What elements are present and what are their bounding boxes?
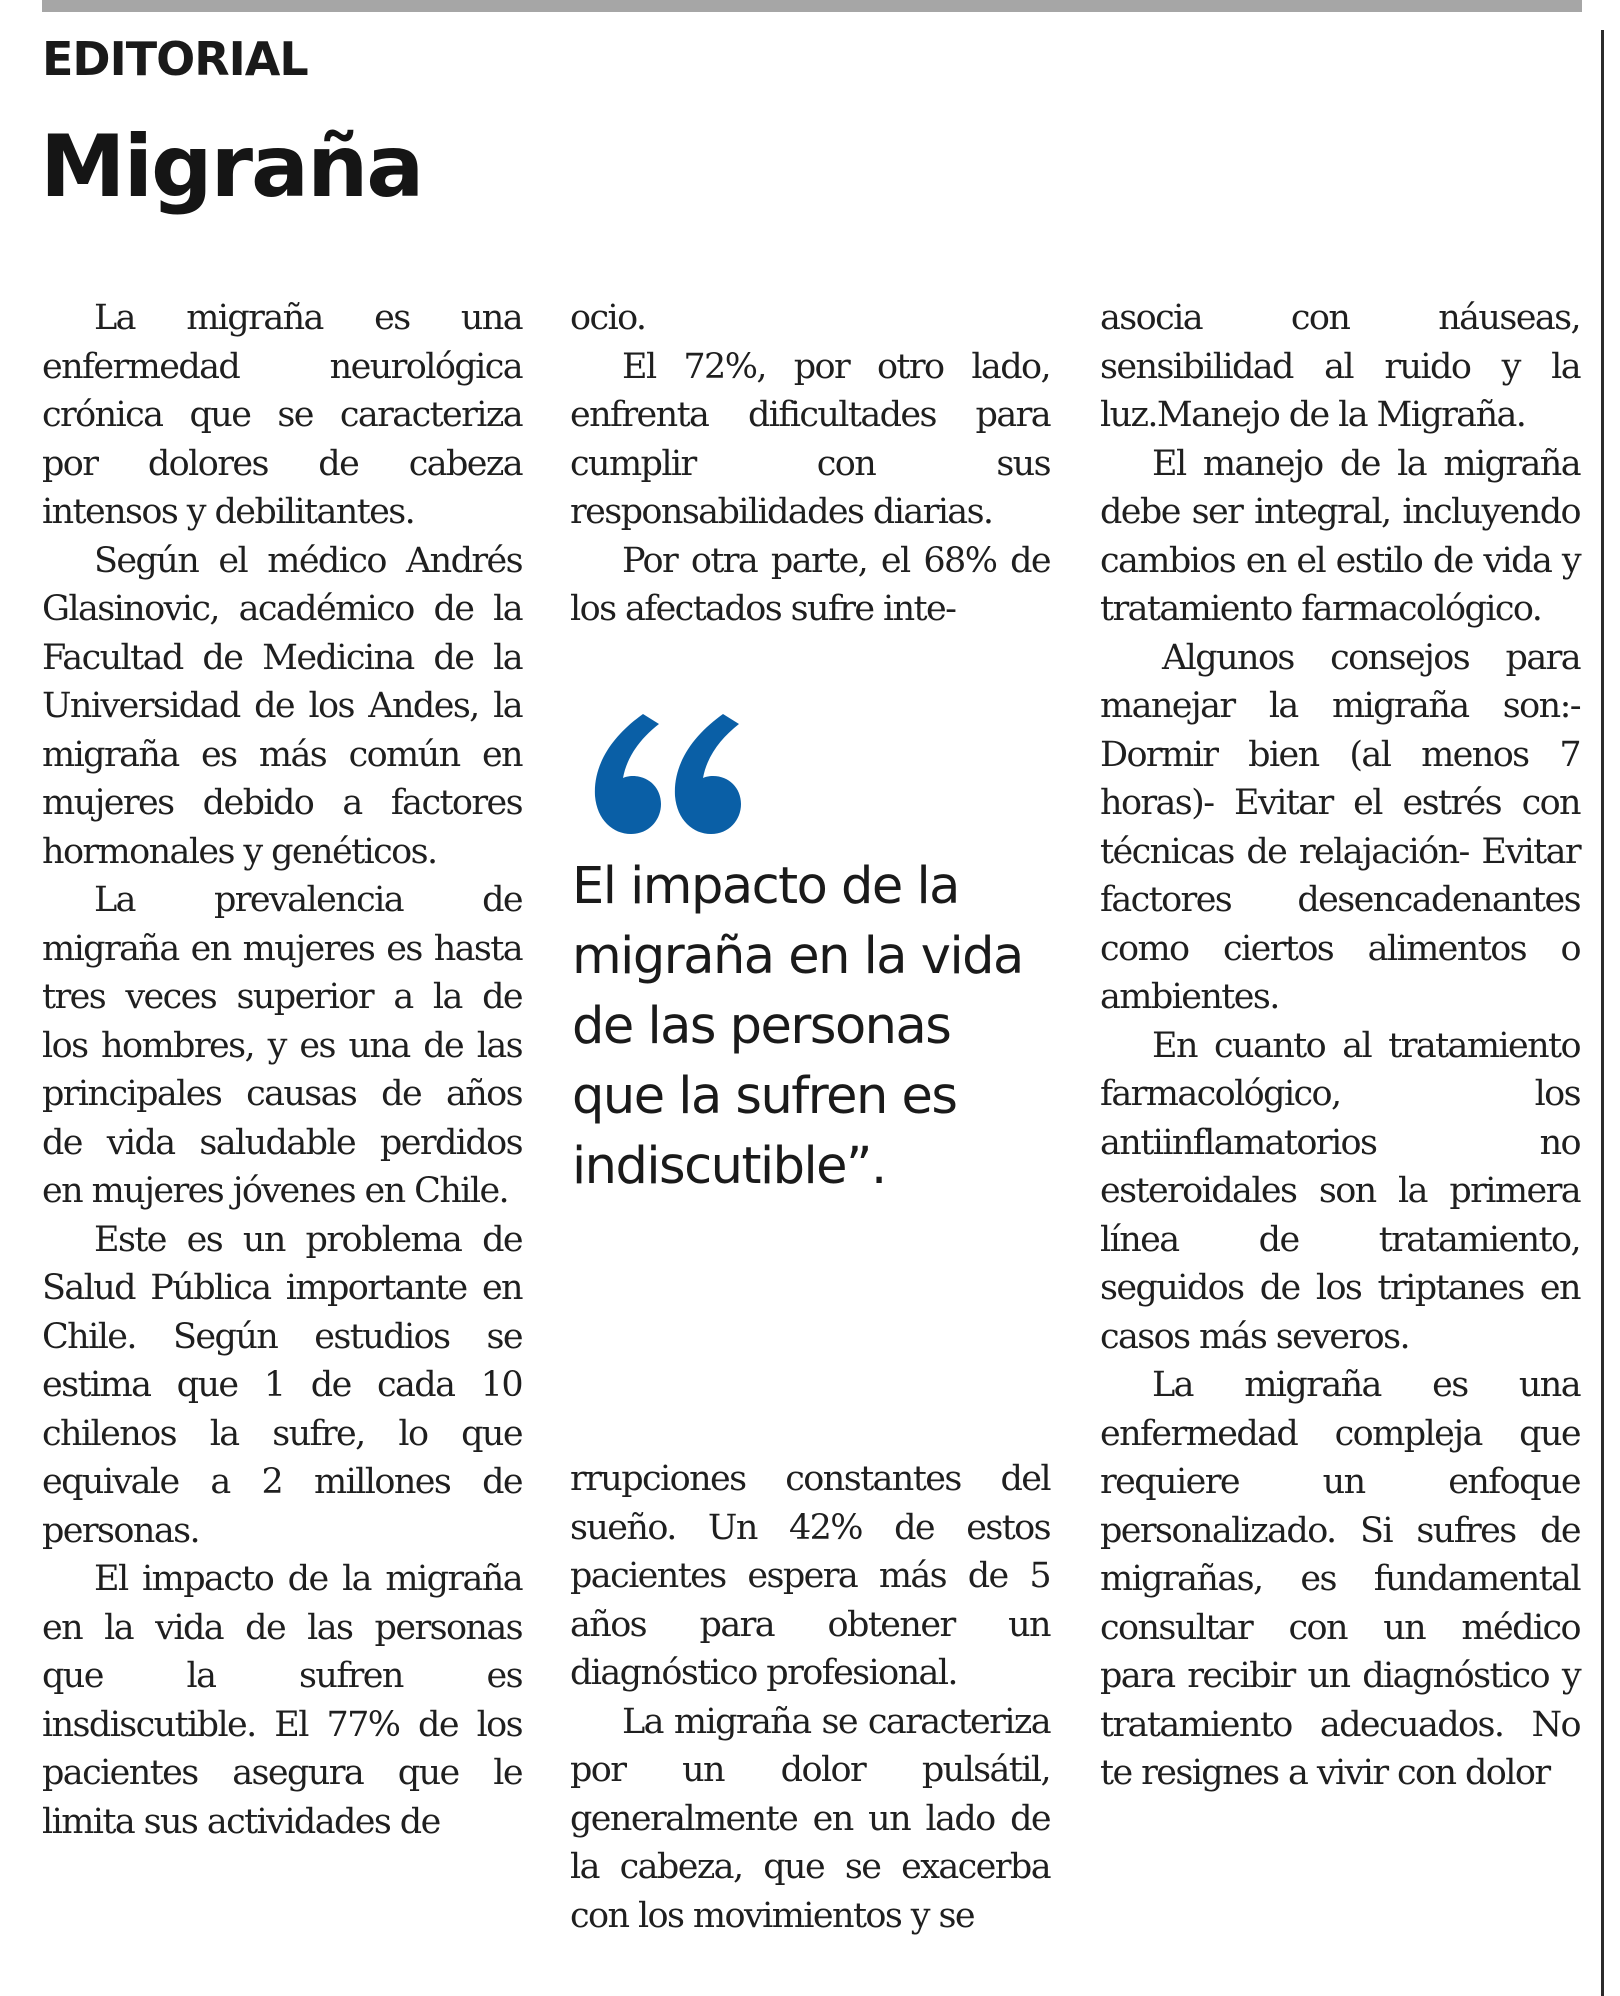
paragraph: Según el médico Andrés Glasinovic, académico de la Facultad de Medicina de la Universidad de los Andes, la migraña es más común en mujeres debido a factores hormonales y genéticos. [42,540,522,872]
paragraph: El 72%, por otro lado, enfrenta dificultades para cumplir con sus responsabilidades diarias. [570,346,1050,532]
pull-quote: El impacto de la migraña en la vida de las personas que la sufren es indiscutible”. [572,857,1023,1196]
paragraph: El impacto de la migraña en la vida de las personas que la sufren es insdiscutible. El 77% de los pacientes asegura que le limita sus actividades de [42,1559,522,1842]
quote-mark-right [675,714,741,834]
paragraph: La migraña se caracteriza por un dolor pulsátil, generalmente en un lado de la cabeza, que se exacerba con los movimientos y se [570,1701,1050,1936]
paragraph: rrupciones constantes del sueño. Un 42% de estos pacientes espera más de 5 años para obtener un diagnóstico profesional. [570,1459,1050,1693]
paragraph: La migraña es una enfermedad neurológica crónica que se caracteriza por dolores de cabeza intensos y debilitantes. [42,298,522,532]
paragraph: La migraña es una enfermedad compleja que requiere un enfoque personalizado. Si sufres de migrañas, es fundamental consultar con un médico para recibir un diagnóstico y tratamiento adecuados. No te resignes a vivir con dolor [1100,1365,1580,1793]
paragraph: Algunos consejos para manejar la migraña son:- Dormir bien (al menos 7 horas)- Evitar el estrés con técnicas de relajación- Evitar factores desencadenantes como ciertos alimentos o ambientes. [1100,637,1580,1017]
quote-mark-left [595,714,661,834]
article-column-1 [42,294,522,1846]
article-column-2-bottom [570,1455,1050,1940]
quote-open-icon [585,700,745,840]
section-label: EDITORIAL [42,32,308,86]
right-rule [1601,30,1604,1996]
paragraph: asocia con náuseas, sensibilidad al ruido y la luz.Manejo de la Migraña. [1100,298,1580,435]
paragraph: Este es un problema de Salud Pública importante en Chile. Según estudios se estima que 1 de cada 10 chilenos la sufre, lo que equivale a 2 millones de personas. [42,1219,522,1551]
headline: Migraña [40,117,423,217]
article-column-3 [1100,294,1580,1798]
paragraph: Por otra parte, el 68% de los afectados sufre inte- [570,540,1050,629]
top-rule [42,0,1582,12]
paragraph: En cuanto al tratamiento farmacológico, los antiinflamatorios no esteroidales son la primera línea de tratamiento, seguidos de los triptanes en casos más severos. [1100,1025,1580,1357]
paragraph: La prevalencia de migraña en mujeres es hasta tres veces superior a la de los hombres, y es una de las principales causas de años de vida saludable perdidos en mujeres jóvenes en Chile. [42,880,522,1211]
article-column-2-top [570,294,1050,634]
paragraph: ocio. [570,298,646,338]
paragraph: El manejo de la migraña debe ser integral, incluyendo cambios en el estilo de vida y tratamiento farmacológico. [1100,443,1580,629]
